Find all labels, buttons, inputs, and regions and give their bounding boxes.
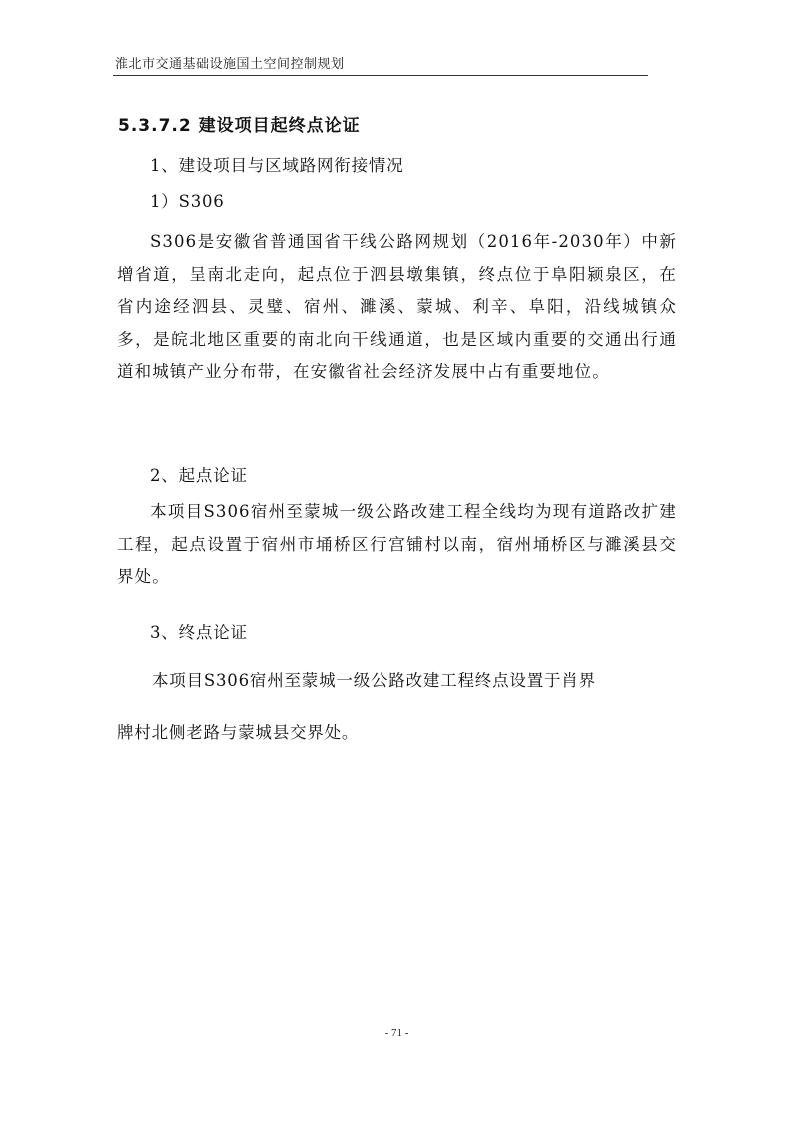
item3-heading: 3、终点论证 xyxy=(150,623,248,642)
paragraph-1-text: S306是安徽省普通国省干线公路网规划（2016年-2030年）中新增省道，呈南北走向，起点位于泗县墩集镇，终点位于阜阳颍泉区，在省内途经泗县、灵璧、宿州、濉溪、蒙城、利辛、阜阳，沿线城镇众多，是皖北地区重要的南北向干线通道，也是区域内重要的交通出行通道和城镇产业分布带，在安徽省社会经济发展中占有重要地位。 xyxy=(117,232,677,382)
paragraph-2 xyxy=(117,496,677,594)
paragraph-2-text: 本项目S306宿州至蒙城一级公路改建工程全线均为现有道路改扩建工程，起点设置于宿州市埇桥区行宫铺村以南，宿州埇桥区与濉溪县交界处。 xyxy=(117,502,677,587)
item1-subheading: 1）S306 xyxy=(150,192,225,211)
item1-heading: 1、建设项目与区域路网衔接情况 xyxy=(150,156,404,175)
section-heading: 5.3.7.2 建设项目起终点论证 xyxy=(118,116,361,136)
header-title: 淮北市交通基础设施国土空间控制规划 xyxy=(115,57,345,72)
page-number: - 71 - xyxy=(384,1027,409,1039)
paragraph-3-line-1: 本项目S306宿州至蒙城一级公路改建工程终点设置于肖界 xyxy=(152,671,596,690)
item2-heading: 2、起点论证 xyxy=(150,466,248,485)
paragraph-1 xyxy=(117,226,677,389)
paragraph-3-line-2: 牌村北侧老路与蒙城县交界处。 xyxy=(117,723,360,742)
header-divider xyxy=(113,75,648,76)
